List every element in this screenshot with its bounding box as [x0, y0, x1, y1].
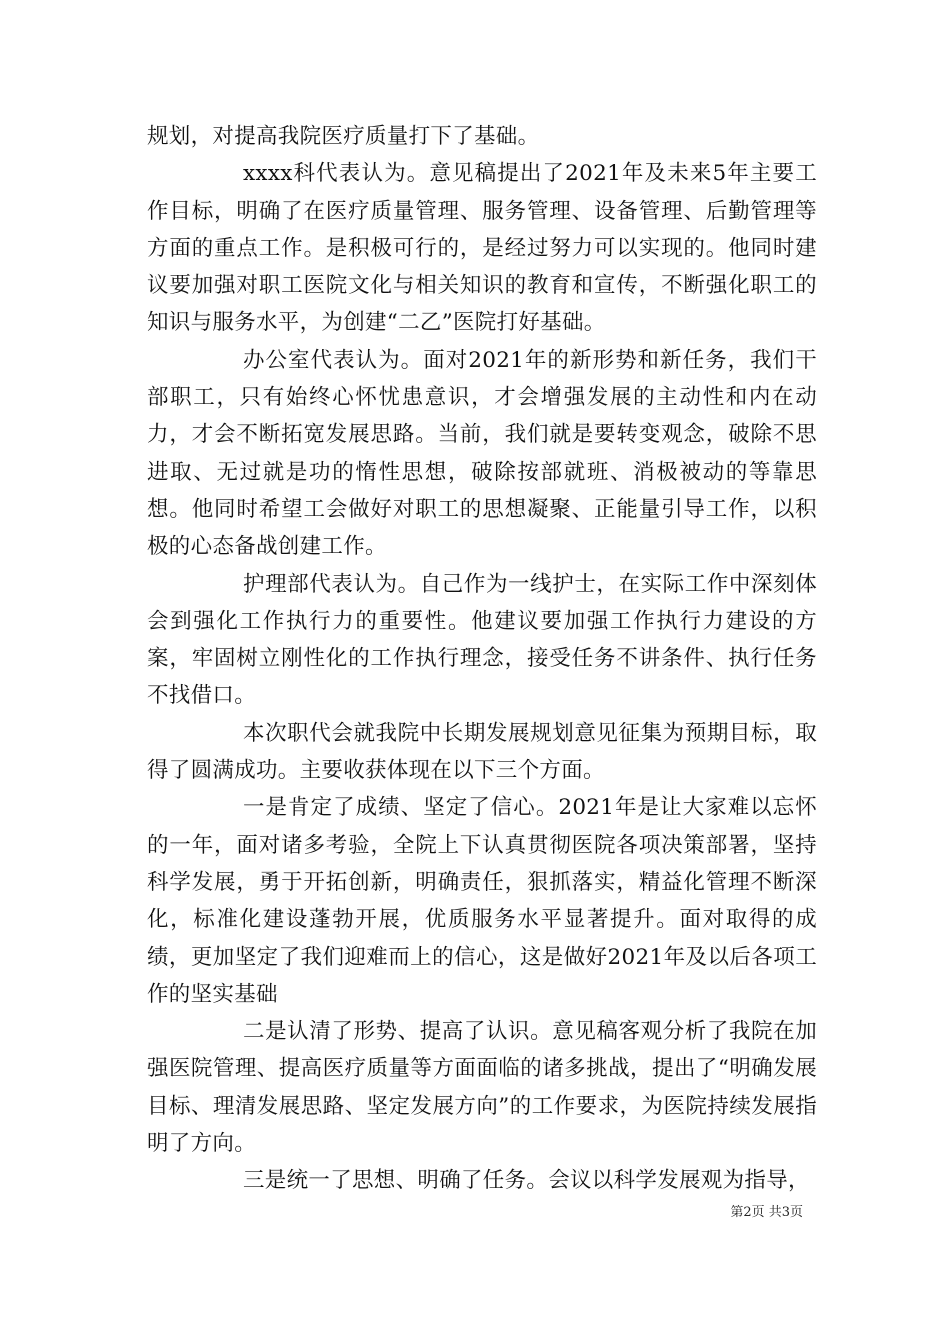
- page-number-footer: 第2页 共3页: [730, 1205, 803, 1220]
- paragraph-dept-representative: xxxx科代表认为。意见稿提出了2021年及未来5年主要工作目标，明确了在医疗质量管理、服务管理、设备管理、后勤管理等方面的重点工作。是积极可行的，是经过努力可以实现的。他同时建议要加强对职工医院文化与相关知识的教育和宣传，不断强化职工的知识与服务水平，为创建“二乙”医院打好基础。: [147, 161, 817, 336]
- paragraph-nursing-representative: 护理部代表认为。自己作为一线护士，在实际工作中深刻体会到强化工作执行力的重要性。他建议要加强工作执行力建设的方案，牢固树立刚性化的工作执行理念，接受任务不讲条件、执行任务不找借口。: [147, 571, 817, 709]
- body-text: [147, 118, 817, 1200]
- paragraph-gain-one: 一是肯定了成绩、坚定了信心。2021年是让大家难以忘怀的一年，面对诸多考验，全院上下认真贯彻医院各项决策部署，坚持科学发展，勇于开拓创新，明确责任，狠抓落实，精益化管理不断深化，标准化建设蓬勃开展，优质服务水平显著提升。面对取得的成绩，更加坚定了我们迎难而上的信心，这是做好2021年及以后各项工作的坚实基础: [147, 795, 817, 1007]
- paragraph-office-representative: 办公室代表认为。面对2021年的新形势和新任务，我们干部职工，只有始终心怀忧患意识，才会增强发展的主动性和内在动力，才会不断拓宽发展思路。当前，我们就是要转变观念，破除不思进取、无过就是功的惰性思想，破除按部就班、消极被动的等靠思想。他同时希望工会做好对职工的思想凝聚、正能量引导工作，以积极的心态备战创建工作。: [147, 347, 817, 560]
- paragraph-continuation: 规划，对提高我院医疗质量打下了基础。: [147, 124, 540, 149]
- paragraph-gain-three: 三是统一了思想、明确了任务。会议以科学发展观为指导，: [243, 1168, 810, 1194]
- paragraph-meeting-summary: 本次职代会就我院中长期发展规划意见征集为预期目标，取得了圆满成功。主要收获体现在以下三个方面。: [147, 720, 817, 784]
- paragraph-gain-two: 二是认清了形势、提高了认识。意见稿客观分析了我院在加强医院管理、提高医疗质量等方面面临的诸多挑战，提出了“明确发展目标、理清发展思路、坚定发展方向”的工作要求，为医院持续发展指明了方向。: [147, 1019, 817, 1157]
